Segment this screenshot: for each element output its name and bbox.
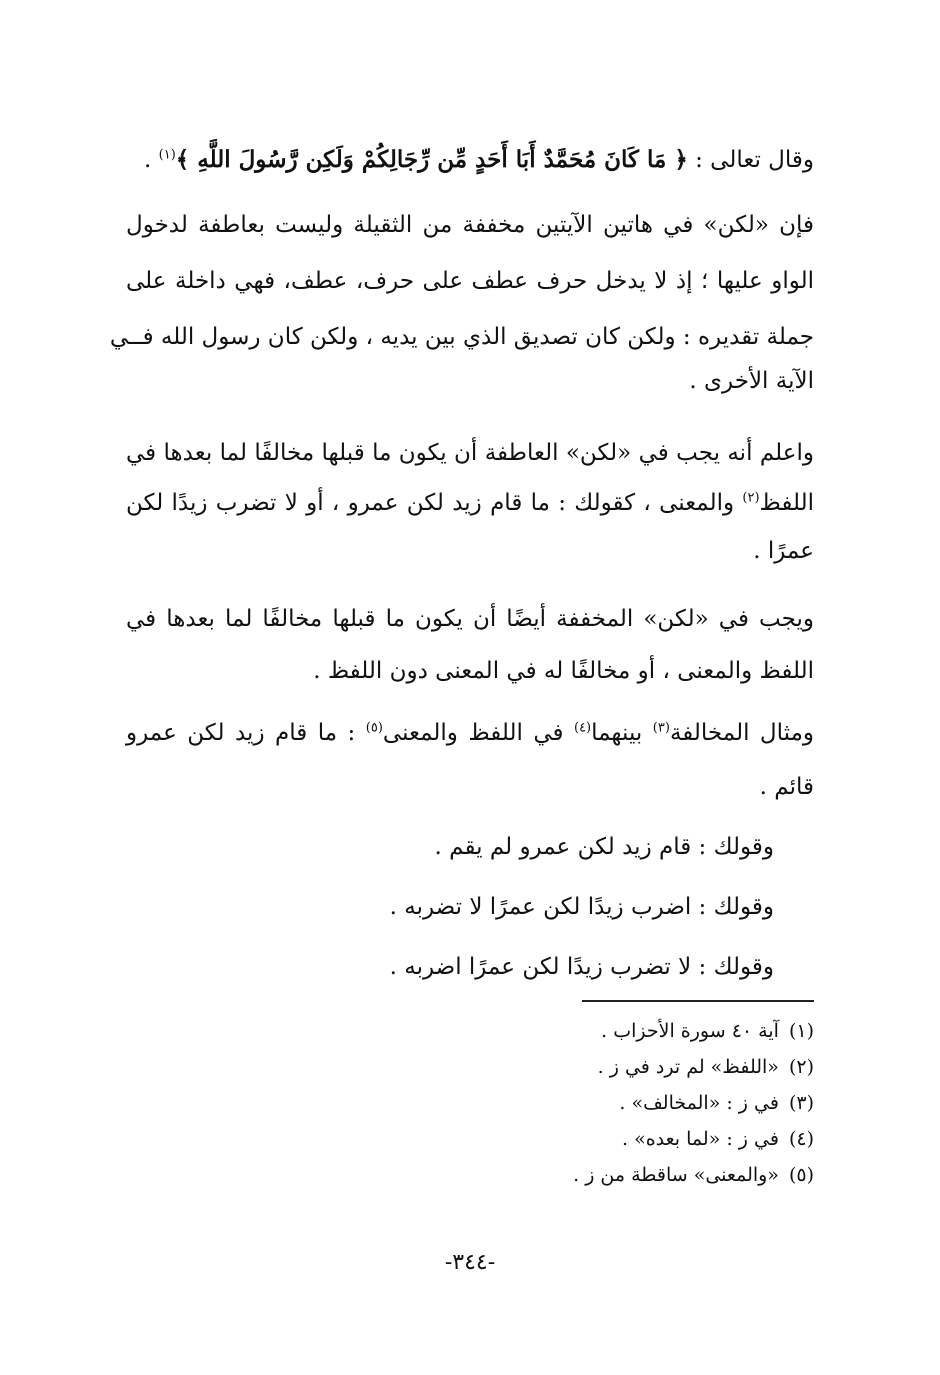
- example-line: وقولك : لا تضرب زيدًا لكن عمرًا اضربه .: [389, 954, 774, 980]
- example-line: وقولك : اضرب زيدًا لكن عمرًا لا تضربه .: [389, 894, 774, 920]
- footnote-text: في ز : «لما بعده» .: [622, 1128, 779, 1150]
- footnote-ref-4: (٤): [573, 720, 592, 736]
- body-line: واعلم أنه يجب في «لكن» العاطفة أن يكون ما قبلها مخالفًا لما بعدها في: [126, 440, 814, 466]
- footnote-ref-2: (٢): [742, 490, 760, 506]
- footnote-text: «اللفظ» لم ترد في ز .: [597, 1056, 779, 1078]
- body-line: اللفظ والمعنى ، أو مخالفًا له في المعنى دون اللفظ .: [313, 658, 814, 684]
- body-line: فإن «لكن» في هاتين الآيتين مخففة من الثقيلة وليست بعاطفة لدخول: [126, 212, 814, 238]
- body-line: عمرًا .: [753, 538, 814, 564]
- body-line: جملة تقديره : ولكن كان تصديق الذي بين يديه ، ولكن كان رسول الله فــي: [109, 324, 814, 350]
- example-line: وقولك : قام زيد لكن عمرو لم يقم .: [434, 834, 774, 860]
- footnote: [622, 1128, 814, 1150]
- footnote-ref-1: (١): [158, 147, 176, 163]
- text-run: وقال تعالى :: [687, 147, 814, 173]
- footnote-number: (٢): [788, 1056, 814, 1078]
- footnote: [619, 1092, 814, 1114]
- body-line: الآية الأخرى .: [689, 368, 814, 394]
- text-run: اللفظ: [759, 490, 814, 516]
- footnote-number: (٣): [788, 1092, 814, 1114]
- quran-verse: ﴿ مَا كَانَ مُحَمَّدٌ أَبَا أَحَدٍ مِّن رِّجَالِكُمْ وَلَكِن رَّسُولَ اللَّهِ ﴾: [175, 146, 688, 173]
- footnote-number: (٤): [788, 1128, 814, 1150]
- footnote: [598, 1056, 814, 1078]
- body-line-with-footnotes: [126, 720, 814, 746]
- footnote-text: في ز : «المخالف» .: [619, 1092, 779, 1114]
- footnote: [601, 1020, 814, 1042]
- text-run: بينهما: [591, 720, 653, 746]
- footnote-ref-3: (٣): [652, 720, 670, 736]
- text-run: : ما قام زيد لكن عمرو: [126, 720, 366, 746]
- footnote-text: آية ٤٠ سورة الأحزاب .: [601, 1020, 779, 1042]
- footnote-text: «والمعنى» ساقطة من ز .: [573, 1164, 779, 1186]
- body-line: ويجب في «لكن» المخففة أيضًا أن يكون ما قبلها مخالفًا لما بعدها في: [126, 606, 814, 632]
- body-line: الواو عليها ؛ إذ لا يدخل حرف عطف على حرف، عطف، فهي داخلة على: [126, 268, 814, 294]
- footnote-separator: [582, 1000, 814, 1002]
- footnote: [573, 1164, 814, 1186]
- footnote-number: (٥): [788, 1164, 814, 1186]
- quran-citation-line: [144, 146, 814, 173]
- text-run: .: [144, 147, 159, 173]
- page-number: -٣٤٤-: [444, 1250, 496, 1275]
- footnote-ref-5: (٥): [365, 720, 383, 736]
- text-run: ومثال المخالفة: [669, 720, 815, 746]
- text-run: والمعنى ، كقولك : ما قام زيد لكن عمرو ، أو لا تضرب زيدًا لكن: [126, 490, 743, 516]
- body-line-with-footnote: [126, 490, 814, 516]
- text-run: في اللفظ والمعنى: [382, 720, 574, 746]
- footnote-number: (١): [788, 1020, 814, 1042]
- body-line: قائم .: [759, 774, 814, 800]
